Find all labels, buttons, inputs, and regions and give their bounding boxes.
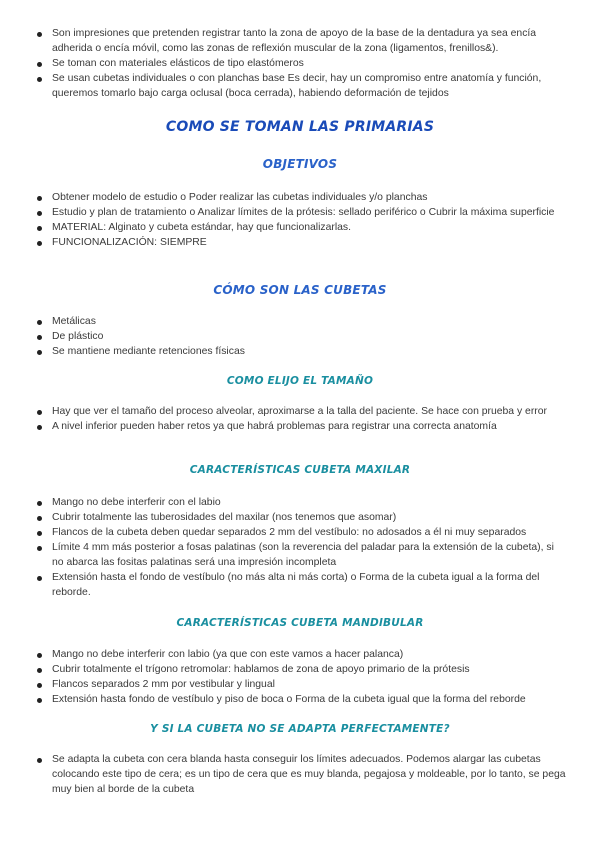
mandibular-bullet-list (0, 647, 600, 707)
bullet-dot (37, 531, 42, 536)
bullet-dot (37, 425, 42, 430)
intro-bullet-list (0, 26, 600, 101)
bullet-text: Mango no debe interferir con labio (ya que con este vamos a hacer palanca) (52, 649, 404, 660)
bullet-dot (37, 320, 42, 325)
list-item (0, 220, 600, 235)
bullet-dot (37, 335, 42, 340)
objetivos-bullet-list (0, 190, 600, 250)
bullet-text: Cubrir totalmente las tuberosidades del maxilar (nos tenemos que asomar) (52, 512, 397, 523)
bullet-dot (37, 62, 42, 67)
bullet-text: MATERIAL: Alginato y cubeta estándar, hay que funcionalizarlas. (52, 222, 351, 233)
list-item (0, 677, 600, 692)
list-item (0, 205, 600, 220)
bullet-dot (37, 226, 42, 231)
bullet-dot (37, 668, 42, 673)
list-item (0, 540, 600, 570)
bullet-dot (37, 501, 42, 506)
bullet-text: Se toman con materiales elásticos de tipo elastómeros (52, 58, 304, 69)
bullet-text: Se usan cubetas individuales o con planchas base Es decir, hay un compromiso entre anatomía y función, queremos tomarlo bajo carga oclusal (boca cerrada), habiendo deformación de tejidos (52, 73, 542, 99)
list-item (0, 570, 600, 600)
heading-objetivos: OBJETIVOS (262, 157, 338, 171)
list-item (0, 56, 600, 71)
list-item (0, 662, 600, 677)
heading-maxilar: CARACTERÍSTICAS CUBETA MAXILAR (189, 464, 411, 476)
list-item (0, 404, 600, 419)
bullet-dot (37, 410, 42, 415)
bullet-text: Se adapta la cubeta con cera blanda hasta conseguir los límites adecuados. Podemos alargar las cubetas colocando este tipo de cera; es un tipo de cera que es muy blanda, pegajosa y moldeable, por lo tanto, se pega muy bien al borde de la cubeta (52, 754, 566, 795)
list-item (0, 510, 600, 525)
bullet-text: Límite 4 mm más posterior a fosas palatinas (son la reverencia del paladar para la extensión de la cubeta), si no abarca las fositas palatinas será una impresión incompleta (52, 542, 554, 568)
bullet-text: A nivel inferior pueden haber retos ya que habrá problemas para registrar una correcta anatomía (52, 421, 497, 432)
list-item (0, 26, 600, 56)
bullet-text: Flancos separados 2 mm por vestibular y lingual (52, 679, 275, 690)
bullet-dot (37, 211, 42, 216)
bullet-text: FUNCIONALIZACIÓN: SIEMPRE (52, 237, 207, 248)
bullet-dot (37, 241, 42, 246)
bullet-dot (37, 546, 42, 551)
bullet-dot (37, 516, 42, 521)
bullet-text: Obtener modelo de estudio o Poder realizar las cubetas individuales y/o planchas (52, 192, 428, 203)
bullet-text: Se mantiene mediante retenciones físicas (52, 346, 245, 357)
list-item (0, 692, 600, 707)
bullet-text: Metálicas (52, 316, 96, 327)
list-item (0, 495, 600, 510)
bullet-dot (37, 758, 42, 763)
list-item (0, 525, 600, 540)
bullet-text: Estudio y plan de tratamiento o Analizar límites de la prótesis: sellado periférico o Cubrir la máxima superficie (52, 207, 555, 218)
list-item (0, 235, 600, 250)
list-item (0, 314, 600, 329)
heading-cubetas: CÓMO SON LAS CUBETAS (213, 283, 387, 297)
bullet-dot (37, 683, 42, 688)
bullet-dot (37, 196, 42, 201)
bullet-text: Hay que ver el tamaño del proceso alveolar, aproximarse a la talla del paciente. Se hace con prueba y error (52, 406, 547, 417)
bullet-text: De plástico (52, 331, 104, 342)
list-item (0, 329, 600, 344)
maxilar-bullet-list (0, 495, 600, 600)
list-item (0, 344, 600, 359)
bullet-dot (37, 350, 42, 355)
bullet-dot (37, 576, 42, 581)
tamano-bullet-list (0, 404, 600, 434)
cubetas-bullet-list (0, 314, 600, 359)
list-item (0, 647, 600, 662)
bullet-dot (37, 653, 42, 658)
heading-tamano: COMO ELIJO EL TAMAÑO (226, 375, 374, 387)
adapta-bullet-list (0, 752, 600, 797)
list-item (0, 71, 600, 101)
list-item (0, 419, 600, 434)
bullet-text: Mango no debe interferir con el labio (52, 497, 221, 508)
bullet-dot (37, 698, 42, 703)
bullet-text: Extensión hasta fondo de vestíbulo y piso de boca o Forma de la cubeta igual que la forma del reborde (52, 694, 526, 705)
bullet-text: Son impresiones que pretenden registrar tanto la zona de apoyo de la base de la dentadura ya sea encía adherida o encía móvil, como las zonas de reflexión muscular de la zona (ligamentos, frenillos&). (52, 28, 537, 54)
bullet-dot (37, 77, 42, 82)
bullet-text: Cubrir totalmente el trígono retromolar: hablamos de zona de apoyo primario de la prótesis (52, 664, 470, 675)
bullet-dot (37, 32, 42, 37)
bullet-text: Flancos de la cubeta deben quedar separados 2 mm del vestíbulo: no adosados a él ni muy separados (52, 527, 527, 538)
heading-mandibular: CARACTERÍSTICAS CUBETA MANDIBULAR (176, 617, 424, 629)
list-item (0, 190, 600, 205)
heading-primarias: COMO SE TOMAN LAS PRIMARIAS (165, 119, 435, 135)
list-item (0, 752, 600, 797)
bullet-text: Extensión hasta el fondo de vestíbulo (no más alta ni más corta) o Forma de la cubeta igual a la forma del reborde. (52, 572, 540, 598)
heading-adapta: Y SI LA CUBETA NO SE ADAPTA PERFECTAMENTE? (150, 723, 450, 735)
